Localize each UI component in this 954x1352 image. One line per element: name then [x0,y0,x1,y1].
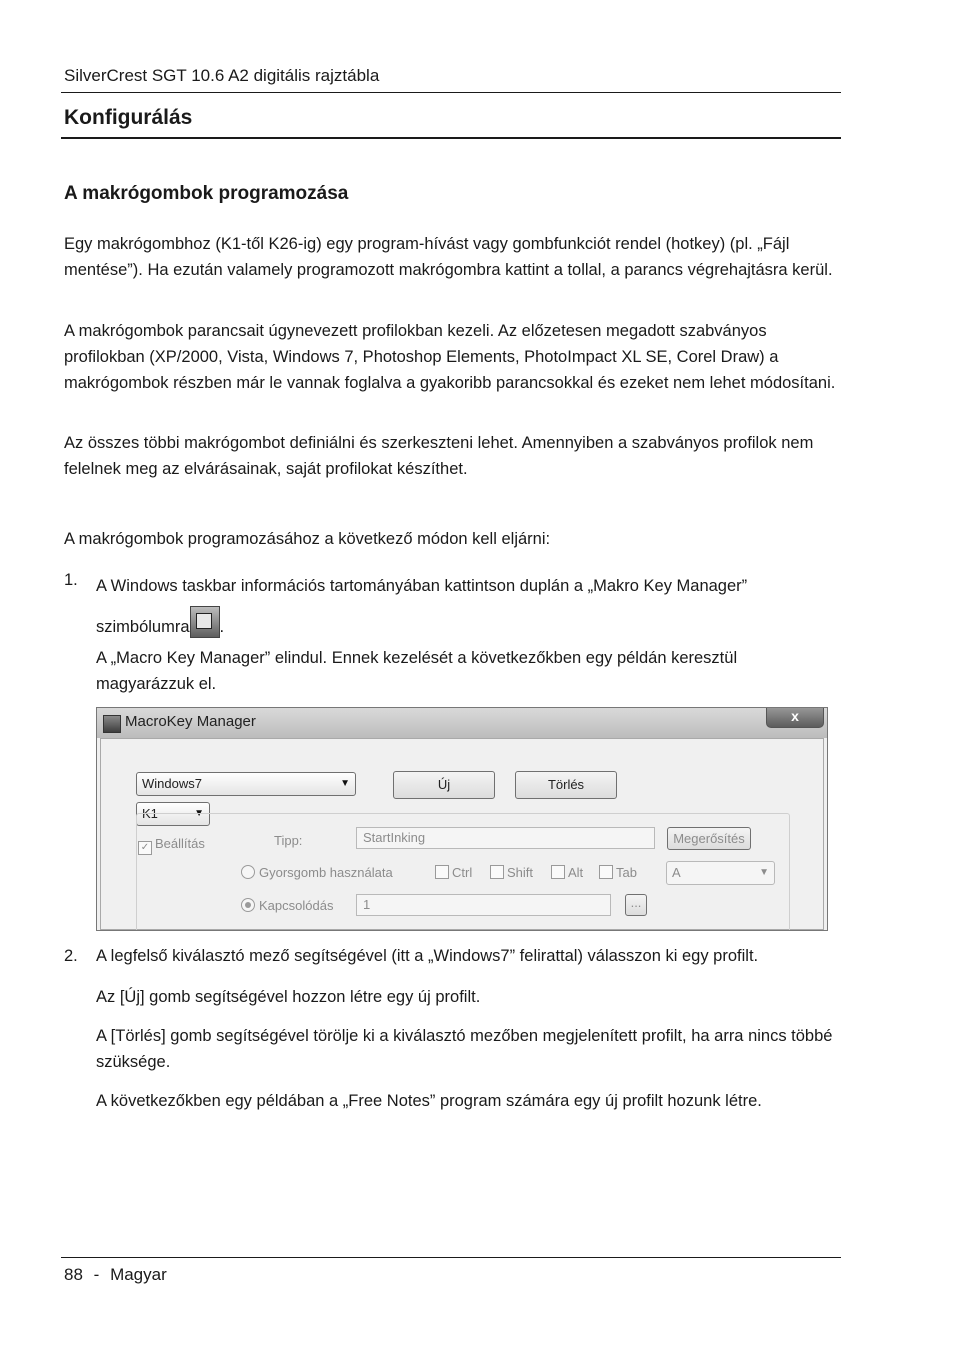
page-footer [64,1265,167,1285]
checkbox-icon [435,865,449,879]
tip-label: Tipp: [274,833,303,848]
alt-checkbox[interactable] [551,865,583,880]
step-2-text: A legfelső kiválasztó mező segítségével (itt a „Windows7” felirattal) válasszon ki egy profilt. [96,947,759,965]
app-icon [103,715,121,733]
radio-selected-icon [241,898,255,912]
checkbox-icon [599,865,613,879]
hotkey-key-value: A [672,865,681,880]
page-number: 88 [64,1265,83,1284]
tip-input[interactable]: StartInking [356,827,655,849]
link-input[interactable]: 1 [356,894,611,916]
browse-button[interactable]: ... [625,894,647,916]
alt-label: Alt [568,865,584,880]
shift-label: Shift [507,865,534,880]
chevron-down-icon: ▼ [340,778,350,789]
step-1-dot: . [219,618,225,636]
hotkey-label: Gyorsgomb használata [259,865,393,880]
chevron-down-icon: ▼ [759,867,769,878]
key-select-value: K1 [142,806,158,821]
link-radio[interactable] [241,898,333,913]
window-titlebar [97,708,827,738]
profile-select-value: Windows7 [142,776,202,791]
paragraph-intro: Egy makrógombhoz (K1-től K26-ig) egy program-hívást vagy gombfunkciót rendel (hotkey) (pl. „Fájl mentése”). Ha ezután valamely programozott makrógombra kattint a tollal, a parancs végrehajtásra kerül. [64,235,833,279]
ctrl-checkbox[interactable] [435,865,472,880]
footer-separator: - [93,1265,100,1284]
footer-language: Magyar [110,1265,167,1284]
step-1-text [96,567,836,647]
window-title: MacroKey Manager [125,713,256,730]
confirm-button[interactable]: Megerősítés [667,827,751,850]
header-divider [61,92,841,93]
radio-icon [241,865,255,879]
window-client [100,738,824,930]
checkbox-icon [490,865,504,879]
close-button[interactable]: x [766,707,824,728]
tab-checkbox[interactable] [599,865,637,880]
checkbox-check-icon: ✓ [138,841,152,855]
paragraph-custom: Az összes többi makrógombot definiálni és szerkeszteni lehet. Amennyiben a szabványos profilok nem felelnek meg az elvárásainak, saját profilokat készíthet. [64,434,814,478]
macro-key-manager-icon [190,606,220,638]
paragraph-procedure: A makrógombok programozásához a következő módon kell eljárni: [64,530,551,548]
step-2-new: Az [Új] gomb segítségével hozzon létre egy új profilt. [96,988,481,1006]
checkbox-icon [551,865,565,879]
chevron-down-icon: ▼ [194,808,204,819]
hotkey-key-select[interactable] [666,861,775,885]
document-header: SilverCrest SGT 10.6 A2 digitális rajztábla [64,66,380,85]
setting-label: Beállítás [155,836,205,851]
subsection-title: A makrógombok programozása [64,183,349,204]
step-number-1: 1. [64,571,78,589]
section-title: Konfigurálás [64,106,193,129]
macrokey-manager-window [96,707,828,931]
shift-checkbox[interactable] [490,865,533,880]
paragraph-profiles: A makrógombok parancsait úgynevezett profilokban kezeli. Az előzetesen megadott szabványos profilokban (XP/2000, Vista, Windows 7, Photoshop Elements, PhotoImpact XL SE, Corel Draw) a makrógombok részben már le vannak foglalva a gyakoribb parancsokkal és ezeket nem lehet módosítani. [64,322,836,392]
step-2-delete: A [Törlés] gomb segítségével törölje ki a kiválasztó mezőben megjelenített profilt, ha arra nincs többé szüksége. [96,1027,833,1071]
step-1-note: A „Macro Key Manager” elindul. Ennek kezelését a következőkben egy példán keresztül magyarázzuk el. [96,649,738,693]
section-divider [61,137,841,139]
link-label: Kapcsolódás [259,898,334,913]
ctrl-label: Ctrl [452,865,473,880]
profile-select[interactable] [136,772,356,796]
step-1-label: A Windows taskbar információs tartományában kattintson duplán a „Makro Key Manager” szimbólumra [96,577,748,636]
setting-checkbox[interactable] [138,836,205,855]
hotkey-radio[interactable] [241,865,393,880]
tab-label: Tab [616,865,637,880]
step-2-example: A következőkben egy példában a „Free Notes” program számára egy új profilt hozunk létre. [96,1092,762,1110]
step-number-2: 2. [64,947,78,965]
delete-profile-button[interactable]: Törlés [515,771,617,799]
footer-divider [61,1257,841,1258]
new-profile-button[interactable]: Új [393,771,495,799]
